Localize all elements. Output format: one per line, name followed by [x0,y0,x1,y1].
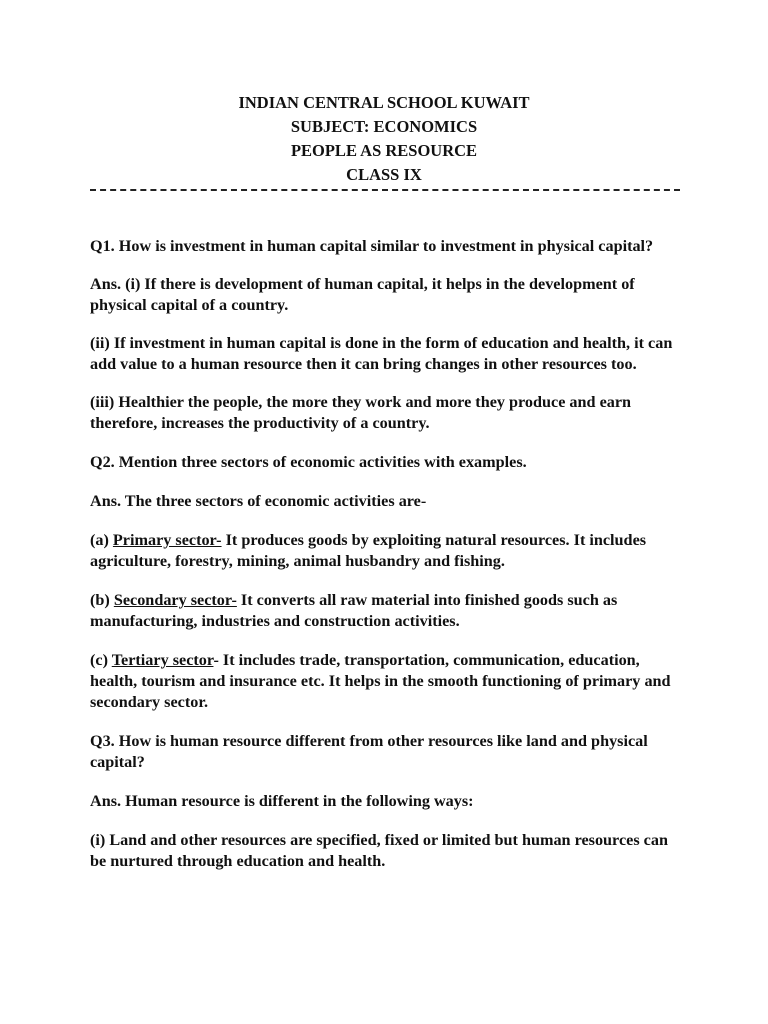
question-2: Q2. Mention three sectors of economic activities with examples. [90,453,527,471]
answer-2-point-a [90,530,680,572]
answer-2-point-c [90,650,680,713]
answer-1-point-ii: (ii) If investment in human capital is done in the form of education and health, it can add value to a human resource then it can bring changes in other resources too. [90,334,673,373]
point-a-text: It produces goods by exploiting natural resources. It includes agriculture, forestry, mining, animal husbandry and fishing. [90,531,647,570]
tertiary-sector-term: Tertiary sector [111,651,214,669]
answer-1-point-i: Ans. (i) If there is development of human capital, it helps in the development of physical capital of a country. [90,275,635,314]
answer-1-point-iii: (iii) Healthier the people, the more they work and more they produce and earn therefore, increases the productivity of a country. [90,393,632,432]
class-line: CLASS IX [346,165,422,184]
question-3: Q3. How is human resource different from other resources like land and physical capital? [90,732,648,771]
question-1: Q1. How is investment in human capital similar to investment in physical capital? [90,237,654,255]
answer-2-intro: Ans. The three sectors of economic activities are- [90,492,427,510]
answer-3-intro: Ans. Human resource is different in the following ways: [90,792,474,810]
document-header [0,91,768,187]
secondary-sector-term: Secondary sector- [113,591,237,609]
point-b-prefix: (b) [90,591,114,609]
chapter-title: PEOPLE AS RESOURCE [290,141,478,160]
point-c-prefix: (c) [90,651,112,669]
point-a-prefix: (a) [90,531,113,549]
answer-3-point-i: (i) Land and other resources are specified, fixed or limited but human resources can be nurtured through education and health. [90,831,668,870]
point-c-text: - It includes trade, transportation, communication, education, health, tourism and insurance etc. It helps in the smooth functioning of primary and secondary sector. [90,651,671,711]
primary-sector-term: Primary sector- [112,531,222,549]
document-body [90,236,680,872]
dashed-divider [90,189,680,191]
point-b-text: It converts all raw material into finished goods such as manufacturing, industries and construction activities. [90,591,618,630]
answer-2-point-b [90,590,680,632]
subject-line: SUBJECT: ECONOMICS [290,117,478,136]
school-name: INDIAN CENTRAL SCHOOL KUWAIT [238,93,530,112]
